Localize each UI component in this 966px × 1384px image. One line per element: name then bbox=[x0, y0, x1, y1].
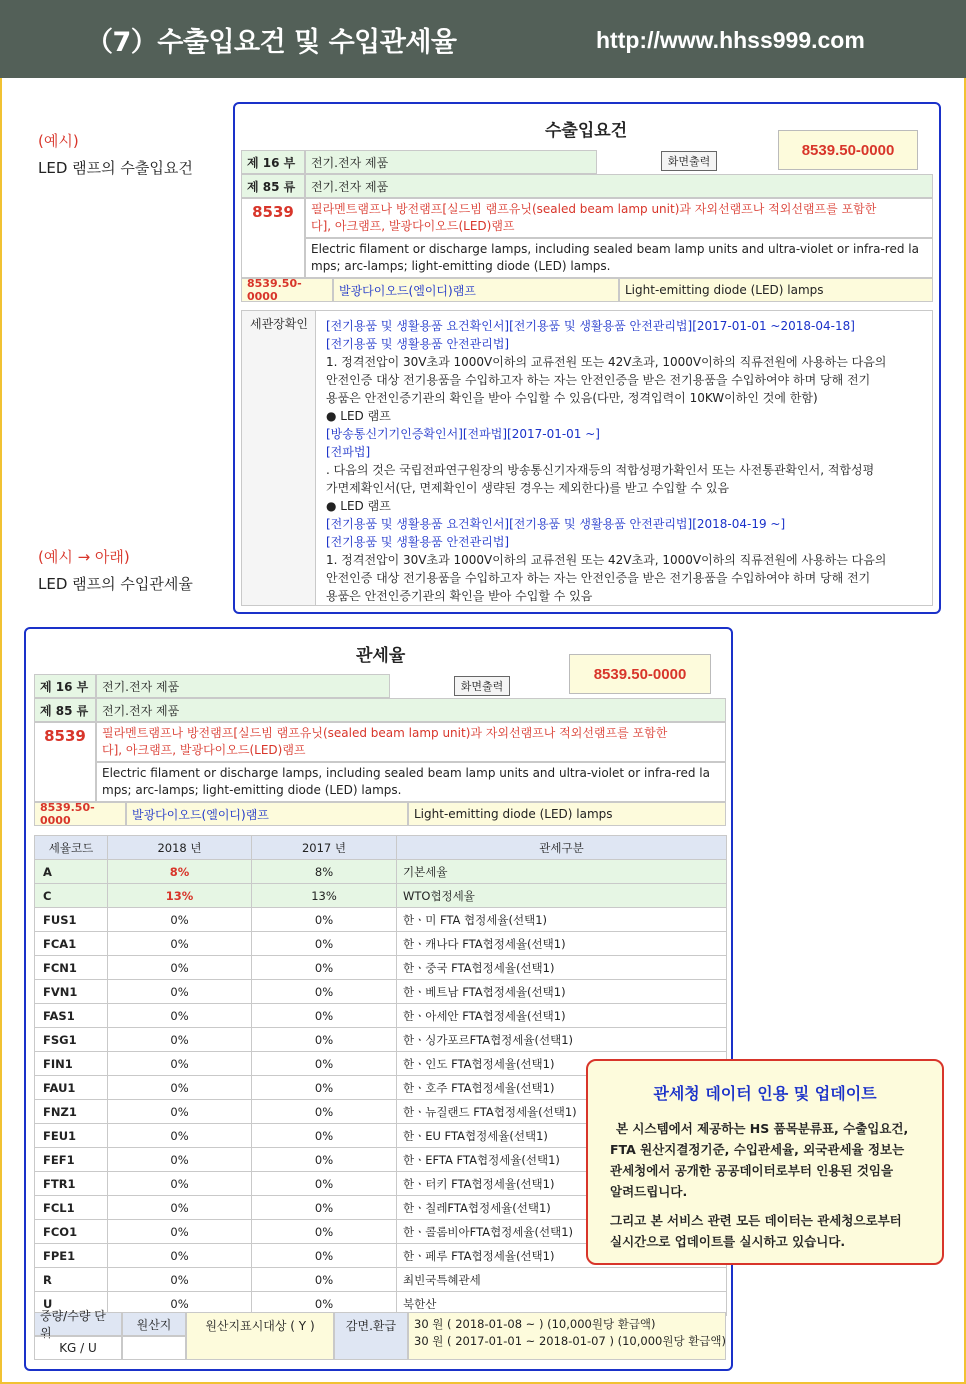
confirmation-line: [전기용품 및 생활용품 요건확인서][전기용품 및 생활용품 안전관리법][2017-01-01 ~2018-04-18] bbox=[326, 319, 855, 333]
chapter-value: 전기.전자 제품 bbox=[96, 698, 726, 722]
rate-code-cell: FEF1 bbox=[35, 1148, 108, 1172]
rate-code-cell: FCL1 bbox=[35, 1196, 108, 1220]
rate-code-cell: FCN1 bbox=[35, 956, 108, 980]
chapter-label: 제 85 류 bbox=[241, 174, 305, 198]
rate-2017-cell: 0% bbox=[252, 932, 397, 956]
confirmation-line: [전기용품 및 생활용품 요건확인서][전기용품 및 생활용품 안전관리법][2018-04-19 ~] bbox=[326, 517, 786, 531]
origin-value bbox=[122, 1336, 186, 1360]
print-screen-button[interactable]: 화면출력 bbox=[454, 676, 510, 696]
tariff-type-cell: 최빈국특혜관세 bbox=[397, 1268, 727, 1292]
rate-code-cell: FUS1 bbox=[35, 908, 108, 932]
refund-line: 30 원 ( 2018-01-08 ~ ) (10,000원당 환급액) bbox=[414, 1317, 656, 1331]
confirmation-line: ● LED 램프 bbox=[326, 409, 391, 423]
column-header-2018: 2018 년 bbox=[108, 836, 252, 860]
confirmation-line: 1. 정격전압이 30V초과 1000V이하의 교류전원 또는 42V초과, 1000V이하의 직류전원에 사용하는 다음의 bbox=[326, 355, 887, 369]
rate-2017-cell: 13% bbox=[252, 884, 397, 908]
tariff-type-cell: 기본세율 bbox=[397, 860, 727, 884]
tariff-type-cell: 한ㆍ베트남 FTA협정세율(선택1) bbox=[397, 980, 727, 1004]
notice-line: 본 시스템에서 제공하는 HS 품목분류표, 수출입요건, bbox=[616, 1121, 909, 1136]
table-row bbox=[35, 884, 727, 908]
rate-2017-cell: 8% bbox=[252, 860, 397, 884]
rate-code-cell: FAS1 bbox=[35, 1004, 108, 1028]
confirmation-line: ● LED 램프 bbox=[326, 499, 391, 513]
heading-english bbox=[96, 762, 726, 802]
customs-confirmation-label: 세관장확인 bbox=[250, 317, 308, 331]
confirmation-line: 1. 정격전압이 30V초과 1000V이하의 교류전원 또는 42V초과, 1000V이하의 직류전원에 사용하는 다음의 bbox=[326, 553, 887, 567]
rate-code-cell: U bbox=[35, 1292, 108, 1316]
rate-2017-cell: 0% bbox=[252, 1124, 397, 1148]
chapter-label: 제 85 류 bbox=[34, 698, 96, 722]
page-title: （7）수출입요건 및 수입관세율 bbox=[86, 27, 457, 58]
rate-code-cell: FCO1 bbox=[35, 1220, 108, 1244]
rate-2017-cell: 0% bbox=[252, 1244, 397, 1268]
subheading-english: Light-emitting diode (LED) lamps bbox=[408, 802, 726, 826]
refund-label: 감면.환급 bbox=[334, 1312, 408, 1360]
rate-2018-cell: 0% bbox=[108, 1004, 252, 1028]
confirmation-label-column bbox=[242, 311, 316, 605]
rate-2017-cell: 0% bbox=[252, 1100, 397, 1124]
table-row bbox=[35, 980, 727, 1004]
site-url[interactable]: http://www.hhss999.com bbox=[596, 27, 865, 53]
rate-2018-cell: 0% bbox=[108, 908, 252, 932]
heading-ko-line: 필라멘트램프나 방전램프[실드빔 램프유닛(sealed beam lamp unit)과 자외선램프나 적외선램프를 포함한 bbox=[311, 202, 877, 216]
customs-confirmation-text bbox=[326, 317, 886, 605]
rate-2018-cell: 0% bbox=[108, 1196, 252, 1220]
rate-2017-cell: 0% bbox=[252, 1004, 397, 1028]
rate-2017-cell: 0% bbox=[252, 1220, 397, 1244]
section-value: 전기.전자 제품 bbox=[96, 674, 390, 698]
heading-en-line: mps; arc-lamps; light-emitting diode (LED) lamps. bbox=[102, 783, 402, 797]
example-label-tariff bbox=[38, 546, 193, 594]
tariff-type-cell: 한ㆍ뉴질랜드 FTA협정세율(선택1) bbox=[397, 1100, 727, 1124]
rate-code-cell: C bbox=[35, 884, 108, 908]
rate-2018-cell: 0% bbox=[108, 1220, 252, 1244]
rate-code-cell: FEU1 bbox=[35, 1124, 108, 1148]
rate-2017-cell: 0% bbox=[252, 1196, 397, 1220]
notice-line: FTA 원산지결정기준, 수입관세율, 외국관세율 정보는 bbox=[610, 1142, 905, 1157]
heading-ko-line: 필라멘트램프나 방전램프[실드빔 램프유닛(sealed beam lamp unit)과 자외선램프나 적외선램프를 포함한 bbox=[102, 726, 668, 740]
rate-2018-cell: 0% bbox=[108, 932, 252, 956]
rate-2018-cell: 0% bbox=[108, 956, 252, 980]
heading-korean bbox=[96, 722, 726, 762]
example-text: LED 램프의 수출입요건 bbox=[38, 159, 193, 177]
heading-en-line: mps; arc-lamps; light-emitting diode (LED) lamps. bbox=[311, 259, 611, 273]
rate-2017-cell: 0% bbox=[252, 1148, 397, 1172]
hs-code-display: 8539.50-0000 bbox=[778, 130, 918, 170]
rate-2018-cell: 0% bbox=[108, 1124, 252, 1148]
tariff-type-cell: 한ㆍ콜롬비아FTA협정세율(선택1) bbox=[397, 1220, 727, 1244]
rate-2018-cell: 0% bbox=[108, 1172, 252, 1196]
rate-code-cell: FVN1 bbox=[35, 980, 108, 1004]
rate-2018-cell: 0% bbox=[108, 980, 252, 1004]
heading-en-line: Electric filament or discharge lamps, including sealed beam lamp units and ultra-violet or infra-red la bbox=[102, 766, 710, 780]
tariff-type-cell: 한ㆍEU FTA협정세율(선택1) bbox=[397, 1124, 727, 1148]
rate-2018-cell: 0% bbox=[108, 1028, 252, 1052]
rate-code-cell: FAU1 bbox=[35, 1076, 108, 1100]
refund-value bbox=[408, 1312, 726, 1360]
rate-code-cell: A bbox=[35, 860, 108, 884]
rate-2017-cell: 0% bbox=[252, 956, 397, 980]
heading-ko-line: 다], 아크램프, 발광다이오드(LED)램프 bbox=[102, 743, 306, 757]
rate-2017-cell: 0% bbox=[252, 1076, 397, 1100]
rate-code-cell: FSG1 bbox=[35, 1028, 108, 1052]
example-tag: (예시) bbox=[38, 132, 79, 150]
confirmation-line: [전기용품 및 생활용품 안전관리법] bbox=[326, 535, 510, 549]
page-header bbox=[0, 0, 966, 78]
origin-label: 원산지 bbox=[122, 1312, 186, 1336]
print-screen-button[interactable]: 화면출력 bbox=[661, 151, 717, 171]
confirmation-line: . 다음의 것은 국립전파연구원장의 방송통신기자재등의 적합성평가확인서 또는 사전통관확인서, 적합성평 bbox=[326, 463, 875, 477]
tariff-type-cell: 한ㆍ아세안 FTA협정세율(선택1) bbox=[397, 1004, 727, 1028]
rate-2018-cell: 0% bbox=[108, 1244, 252, 1268]
table-row bbox=[35, 1004, 727, 1028]
table-row bbox=[35, 908, 727, 932]
table-row bbox=[35, 956, 727, 980]
table-row bbox=[35, 1028, 727, 1052]
example-text: LED 램프의 수입관세율 bbox=[38, 575, 193, 593]
rate-code-cell: FNZ1 bbox=[35, 1100, 108, 1124]
confirmation-line: 안전인증 대상 전기용품을 수입하고자 하는 자는 안전인증을 받은 전기용품을 수입하여야 하며 당해 전기 bbox=[326, 571, 871, 585]
rate-code-cell: FTR1 bbox=[35, 1172, 108, 1196]
column-header-tariff-type: 관세구분 bbox=[397, 836, 727, 860]
confirmation-line: [전기용품 및 생활용품 안전관리법] bbox=[326, 337, 510, 351]
heading-code: 8539 bbox=[44, 727, 86, 745]
rate-2017-cell: 0% bbox=[252, 1172, 397, 1196]
rate-2017-cell: 0% bbox=[252, 1052, 397, 1076]
hs-code-display: 8539.50-0000 bbox=[569, 654, 711, 694]
notice-line: 실시간으로 업데이트를 실시하고 있습니다. bbox=[610, 1234, 846, 1249]
unit-value: KG / U bbox=[34, 1336, 122, 1360]
heading-english bbox=[305, 238, 933, 278]
tariff-type-cell: 한ㆍ칠레FTA협정세율(선택1) bbox=[397, 1196, 727, 1220]
notice-paragraph-2 bbox=[610, 1210, 902, 1252]
subheading-code: 8539.50-0000 bbox=[241, 278, 333, 302]
tariff-type-cell: 한ㆍ인도 FTA협정세율(선택1) bbox=[397, 1052, 727, 1076]
notice-title: 관세청 데이터 인용 및 업데이트 bbox=[653, 1084, 877, 1103]
heading-code-cell bbox=[241, 198, 305, 278]
table-row bbox=[35, 860, 727, 884]
subheading-korean: 발광다이오드(엘이디)램프 bbox=[333, 278, 619, 302]
rate-code-cell: R bbox=[35, 1268, 108, 1292]
heading-korean bbox=[305, 198, 933, 238]
tariff-type-cell: 한ㆍEFTA FTA협정세율(선택1) bbox=[397, 1148, 727, 1172]
table-header-row bbox=[35, 836, 727, 860]
heading-en-line: Electric filament or discharge lamps, including sealed beam lamp units and ultra-violet or infra-red la bbox=[311, 242, 919, 256]
example-tag: (예시 → 아래) bbox=[38, 548, 130, 566]
rate-2018-cell: 0% bbox=[108, 1100, 252, 1124]
confirmation-line: 안전인증 대상 전기용품을 수입하고자 하는 자는 안전인증을 받은 전기용품을 수입하여야 하며 당해 전기 bbox=[326, 373, 871, 387]
rate-code-cell: FPE1 bbox=[35, 1244, 108, 1268]
confirmation-line: 가면제확인서(단, 면제확인이 생략된 경우는 제외한다)를 받고 수입할 수 있음 bbox=[326, 481, 730, 495]
column-header-rate-code: 세율코드 bbox=[35, 836, 108, 860]
rate-2017-cell: 0% bbox=[252, 980, 397, 1004]
tariff-type-cell: 북한산 bbox=[397, 1292, 727, 1316]
subheading-english: Light-emitting diode (LED) lamps bbox=[619, 278, 933, 302]
tariff-type-cell: WTO협정세율 bbox=[397, 884, 727, 908]
notice-line: 그리고 본 서비스 관련 모든 데이터는 관세청으로부터 bbox=[610, 1213, 902, 1228]
rate-code-cell: FIN1 bbox=[35, 1052, 108, 1076]
rate-2018-cell: 0% bbox=[108, 1148, 252, 1172]
confirmation-line: 용품은 안전인증기관의 확인을 받아 수입할 수 있음 bbox=[326, 589, 593, 603]
unit-label: 중량/수량 단위 bbox=[34, 1312, 122, 1336]
export-requirements-panel bbox=[233, 102, 941, 614]
heading-code: 8539 bbox=[252, 203, 294, 221]
rate-2018-cell: 0% bbox=[108, 1268, 252, 1292]
section-label: 제 16 부 bbox=[241, 150, 305, 174]
tariff-type-cell: 한ㆍ미 FTA 협정세율(선택1) bbox=[397, 908, 727, 932]
customs-confirmation-box bbox=[241, 310, 933, 606]
rate-2018-cell: 13% bbox=[108, 884, 252, 908]
rate-2018-cell: 0% bbox=[108, 1292, 252, 1316]
tariff-panel-title: 관세율 bbox=[356, 646, 406, 666]
tariff-type-cell: 한ㆍ페루 FTA협정세율(선택1) bbox=[397, 1244, 727, 1268]
origin-mark-label: 원산지표시대상 ( Y ) bbox=[186, 1312, 334, 1360]
tariff-type-cell: 한ㆍ호주 FTA협정세율(선택1) bbox=[397, 1076, 727, 1100]
tariff-type-cell: 한ㆍ중국 FTA협정세율(선택1) bbox=[397, 956, 727, 980]
rate-code-cell: FCA1 bbox=[35, 932, 108, 956]
data-source-notice bbox=[586, 1059, 944, 1265]
heading-ko-line: 다], 아크램프, 발광다이오드(LED)램프 bbox=[311, 219, 515, 233]
refund-line: 30 원 ( 2017-01-01 ~ 2018-01-07 ) (10,000원당 환급액) bbox=[414, 1334, 727, 1348]
notice-line: 알려드립니다. bbox=[610, 1184, 688, 1199]
section-value: 전기.전자 제품 bbox=[305, 150, 597, 174]
example-label-export bbox=[38, 130, 193, 178]
rate-2018-cell: 0% bbox=[108, 1076, 252, 1100]
confirmation-line: 용품은 안전인증기관의 확인을 받아 수입할 수 있음(다만, 정격입력이 10KW이하인 것에 한함) bbox=[326, 391, 818, 405]
rate-2017-cell: 0% bbox=[252, 1292, 397, 1316]
section-label: 제 16 부 bbox=[34, 674, 96, 698]
table-row bbox=[35, 1268, 727, 1292]
notice-paragraph-1 bbox=[610, 1118, 908, 1202]
export-panel-title: 수출입요건 bbox=[545, 121, 628, 141]
table-row bbox=[35, 932, 727, 956]
subheading-korean: 발광다이오드(엘이디)램프 bbox=[126, 802, 408, 826]
confirmation-line: [전파법] bbox=[326, 445, 371, 459]
rate-2017-cell: 0% bbox=[252, 1028, 397, 1052]
heading-code-cell bbox=[34, 722, 96, 802]
tariff-type-cell: 한ㆍ터키 FTA협정세율(선택1) bbox=[397, 1172, 727, 1196]
rate-2018-cell: 0% bbox=[108, 1052, 252, 1076]
notice-line: 관세청에서 공개한 공공데이터로부터 인용된 것임을 bbox=[610, 1163, 894, 1178]
column-header-2017: 2017 년 bbox=[252, 836, 397, 860]
tariff-type-cell: 한ㆍ캐나다 FTA협정세율(선택1) bbox=[397, 932, 727, 956]
rate-2017-cell: 0% bbox=[252, 908, 397, 932]
subheading-code: 8539.50-0000 bbox=[34, 802, 126, 826]
rate-2018-cell: 8% bbox=[108, 860, 252, 884]
tariff-type-cell: 한ㆍ싱가포르FTA협정세율(선택1) bbox=[397, 1028, 727, 1052]
chapter-value: 전기.전자 제품 bbox=[305, 174, 933, 198]
confirmation-line: [방송통신기기인증확인서][전파법][2017-01-01 ~] bbox=[326, 427, 600, 441]
rate-2017-cell: 0% bbox=[252, 1268, 397, 1292]
